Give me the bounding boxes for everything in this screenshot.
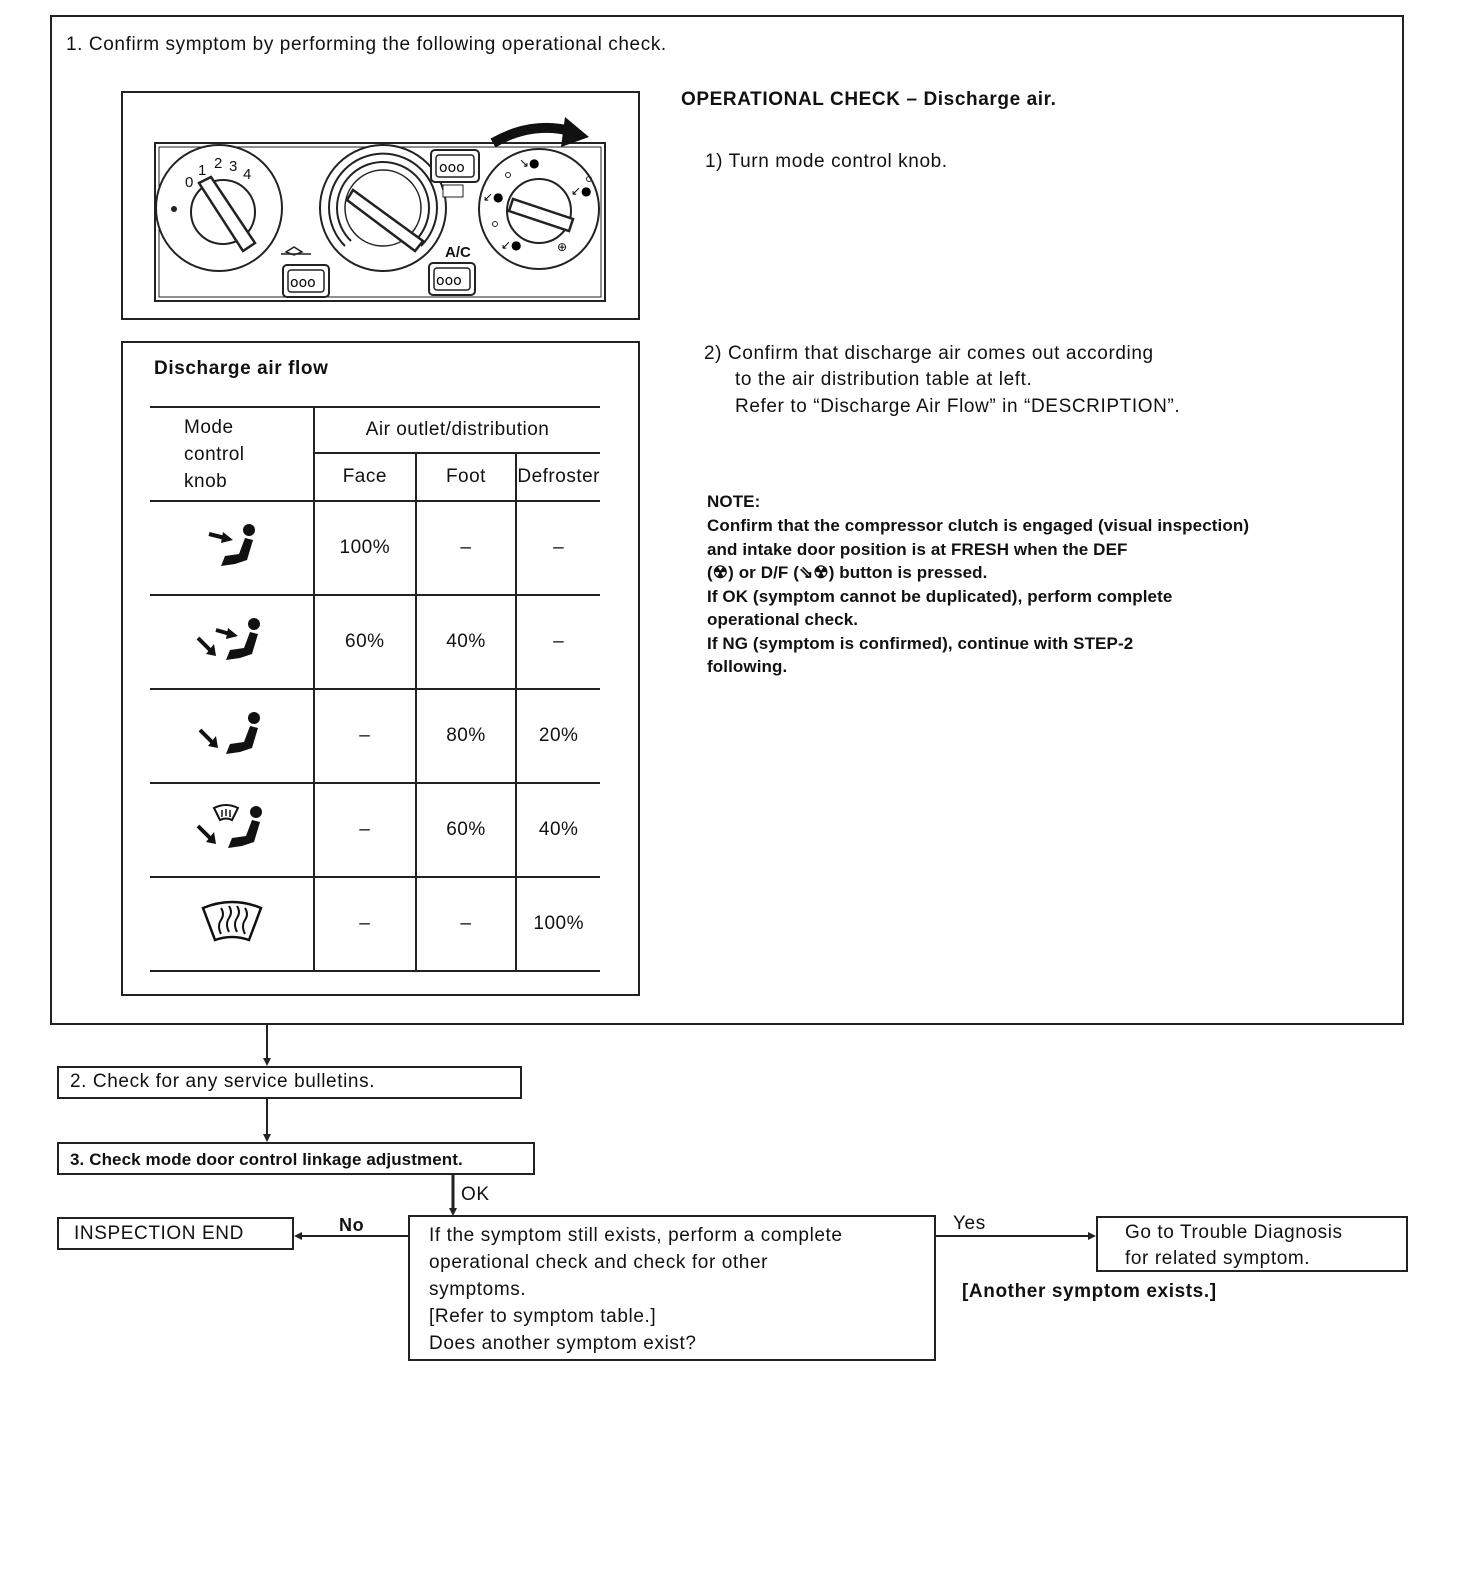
note-line7: following. (707, 657, 788, 676)
step2-label: 2. Check for any service bulletins. (70, 1071, 376, 1092)
operational-check-title: OPERATIONAL CHECK – Discharge air. (681, 89, 1057, 110)
note-heading: NOTE: (707, 492, 761, 511)
row5-defroster: 100% (516, 877, 600, 971)
no-label: No (339, 1215, 365, 1235)
question-line3: symptoms. (429, 1279, 527, 1300)
svg-text:↘●: ↘● (519, 156, 540, 170)
mode-column-header: Mode control knob (150, 407, 314, 501)
row2-face: 60% (314, 595, 415, 689)
ac-label: A/C (445, 244, 471, 261)
operational-check-item2-line2: to the air distribution table at left. (735, 369, 1033, 390)
question-line5: Does another symptom exist? (429, 1333, 697, 1354)
note-line5: operational check. (707, 610, 859, 629)
note-line4: If OK (symptom cannot be duplicated), perform complete (707, 587, 1173, 606)
svg-text:↙●: ↙● (571, 184, 592, 198)
question-line2: operational check and check for other (429, 1252, 769, 1273)
row2-foot: 40% (416, 595, 517, 689)
row2-defroster: – (516, 595, 600, 689)
another-symptom-label: [Another symptom exists.] (962, 1281, 1217, 1302)
note-line1: Confirm that the compressor clutch is engaged (visual inspection) (707, 516, 1250, 535)
row4-foot: 60% (416, 783, 517, 877)
operational-check-item2-line1: 2) Confirm that discharge air comes out according (704, 343, 1154, 364)
trouble-line2: for related symptom. (1125, 1248, 1311, 1269)
row1-face: 100% (314, 501, 415, 595)
yes-label: Yes (953, 1213, 986, 1234)
step3-label: 3. Check mode door control linkage adjustment. (70, 1150, 463, 1169)
note-line3: (☢) or D/F (⇘☢) button is pressed. (707, 563, 988, 582)
row5-face: – (314, 877, 415, 971)
row3-foot: 80% (416, 689, 517, 783)
svg-text:ooo: ooo (439, 160, 465, 176)
row3-defroster: 20% (516, 689, 600, 783)
svg-text:↙●: ↙● (501, 238, 522, 252)
fan-mark-2: 2 (214, 155, 223, 172)
operational-check-item2-line3: Refer to “Discharge Air Flow” in “DESCRIPTION”. (735, 396, 1181, 417)
question-line4: [Refer to symptom table.] (429, 1306, 657, 1327)
step1-label: 1. Confirm symptom by performing the following operational check. (66, 34, 667, 55)
fan-mark-1: 1 (198, 162, 207, 179)
defroster-column-header: Defroster (516, 453, 600, 501)
row3-face: – (314, 689, 415, 783)
discharge-table-title: Discharge air flow (154, 358, 329, 379)
def-button-icon: ☢ (712, 563, 729, 582)
fan-mark-0: 0 (185, 174, 194, 191)
row5-foot: – (416, 877, 517, 971)
svg-text:↙●: ↙● (483, 190, 504, 204)
row4-defroster: 40% (516, 783, 600, 877)
row1-defroster: – (516, 501, 600, 595)
note-line2: and intake door position is at FRESH when the DEF (707, 540, 1128, 559)
ok-label: OK (461, 1184, 490, 1205)
svg-text:ooo: ooo (290, 275, 316, 291)
svg-text:ooo: ooo (436, 273, 462, 289)
face-column-header: Face (314, 453, 415, 501)
fan-mark-4: 4 (243, 166, 252, 183)
df-button-icon: ⇘☢ (799, 563, 829, 582)
trouble-line1: Go to Trouble Diagnosis (1125, 1222, 1343, 1243)
svg-text:⊕: ⊕ (557, 240, 568, 254)
fan-mark-3: 3 (229, 158, 238, 175)
operational-check-item1: 1) Turn mode control knob. (705, 151, 948, 172)
row4-face: – (314, 783, 415, 877)
air-outlet-group-header: Air outlet/distribution (314, 407, 600, 453)
foot-column-header: Foot (416, 453, 517, 501)
row1-foot: – (416, 501, 517, 595)
question-line1: If the symptom still exists, perform a complete (429, 1225, 843, 1246)
note-line6: If NG (symptom is confirmed), continue with STEP-2 (707, 634, 1134, 653)
inspection-end-label: INSPECTION END (74, 1223, 244, 1244)
